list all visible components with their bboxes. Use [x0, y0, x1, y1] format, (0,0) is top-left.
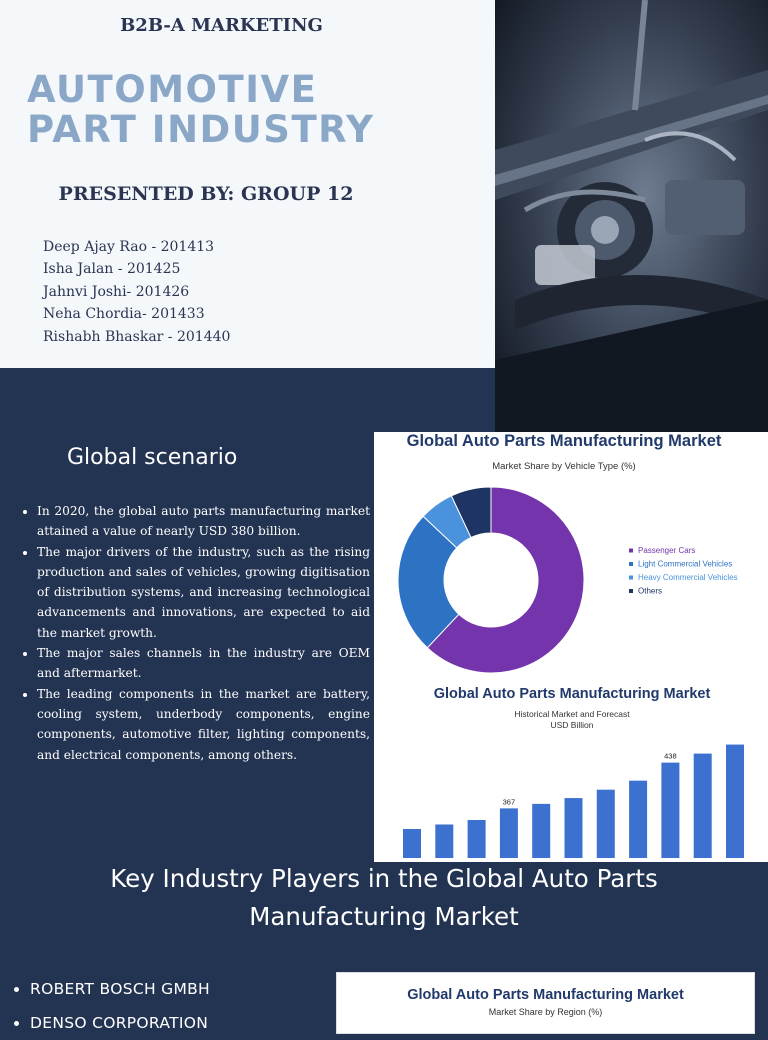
bar-chart-subtitle-1: Historical Market and Forecast	[514, 709, 630, 719]
engine-bay-illustration	[495, 0, 768, 432]
member-item: Neha Chordia- 201433	[43, 306, 205, 323]
title-line-1: AUTOMOTIVE	[27, 68, 318, 111]
presented-by: PRESENTED BY: GROUP 12	[58, 183, 354, 205]
course-title: B2B-A MARKETING	[120, 15, 323, 36]
bar-chart-subtitle-2: USD Billion	[550, 720, 594, 730]
section-title: Global scenario	[67, 445, 238, 470]
donut-chart-subtitle: Market Share by Vehicle Type (%)	[492, 461, 636, 472]
legend-label: Heavy Commercial Vehicles	[638, 573, 738, 582]
bar-data-label: 438	[664, 751, 677, 761]
bar-chart-title: Global Auto Parts Manufacturing Market	[433, 686, 711, 702]
legend-label: Light Commercial Vehicles	[638, 559, 733, 569]
legend-swatch	[629, 549, 633, 553]
players-title-line-1: Key Industry Players in the Global Auto Parts	[110, 864, 658, 893]
title-panel	[0, 0, 495, 368]
bar	[468, 820, 486, 858]
legend-swatch	[629, 589, 633, 593]
players-title-line-2: Manufacturing Market	[249, 902, 519, 931]
bar	[694, 754, 712, 858]
member-list	[43, 236, 230, 348]
region-chart-title: Global Auto Parts Manufacturing Market	[407, 987, 684, 1003]
legend-swatch	[629, 562, 633, 566]
players-title	[0, 860, 768, 936]
chart-panel	[374, 432, 768, 862]
legend-label: Others	[638, 586, 663, 596]
member-item: Deep Ajay Rao - 201413	[43, 239, 215, 255]
bar	[661, 763, 679, 858]
region-chart-subtitle: Market Share by Region (%)	[488, 1007, 603, 1017]
bar	[500, 808, 518, 858]
list-item: • In 2020, the global auto parts manufacturing market attained a value of nearly USD 380 billion.	[37, 501, 370, 542]
bar	[435, 824, 453, 858]
donut-chart	[398, 487, 584, 673]
charts-svg	[374, 432, 768, 862]
region-chart-panel	[336, 972, 755, 1034]
legend-label: Passenger Cars	[638, 546, 696, 555]
bar	[597, 790, 615, 858]
list-item: • ROBERT BOSCH GMBH	[30, 972, 210, 1006]
chart-legend	[629, 546, 738, 596]
engine-bay-photo	[495, 0, 768, 432]
presentation-title	[27, 70, 374, 150]
member-item: Isha Jalan - 201425	[43, 261, 181, 278]
legend-swatch	[629, 576, 633, 580]
member-item: Rishabh Bhaskar - 201440	[43, 328, 231, 345]
bar	[532, 804, 550, 858]
bar	[565, 798, 583, 858]
bar	[629, 781, 647, 858]
list-item: • The major drivers of the industry, such as the rising production and sales of vehicles, growing digitisation of distribution systems, and increasing technological advancements and innovations, are expected to aid the market growth.	[37, 542, 370, 643]
list-item: • The leading components in the market are battery, cooling system, underbody components, engine components, automotive filter, lighting components, and electrical components, among others.	[37, 684, 370, 765]
title-line-2: PART INDUSTRY	[27, 108, 375, 151]
bar-data-label: 367	[502, 797, 516, 807]
bar	[726, 745, 744, 858]
players-list	[14, 972, 210, 1040]
list-item: • DENSO CORPORATION	[30, 1006, 210, 1040]
member-item: Jahnvi Joshi- 201426	[43, 283, 190, 300]
bar-chart	[403, 745, 744, 858]
bar	[403, 829, 421, 858]
list-item: • The major sales channels in the industry are OEM and aftermarket.	[37, 643, 370, 684]
scenario-list	[22, 501, 370, 765]
donut-chart-title: Global Auto Parts Manufacturing Market	[406, 432, 722, 450]
